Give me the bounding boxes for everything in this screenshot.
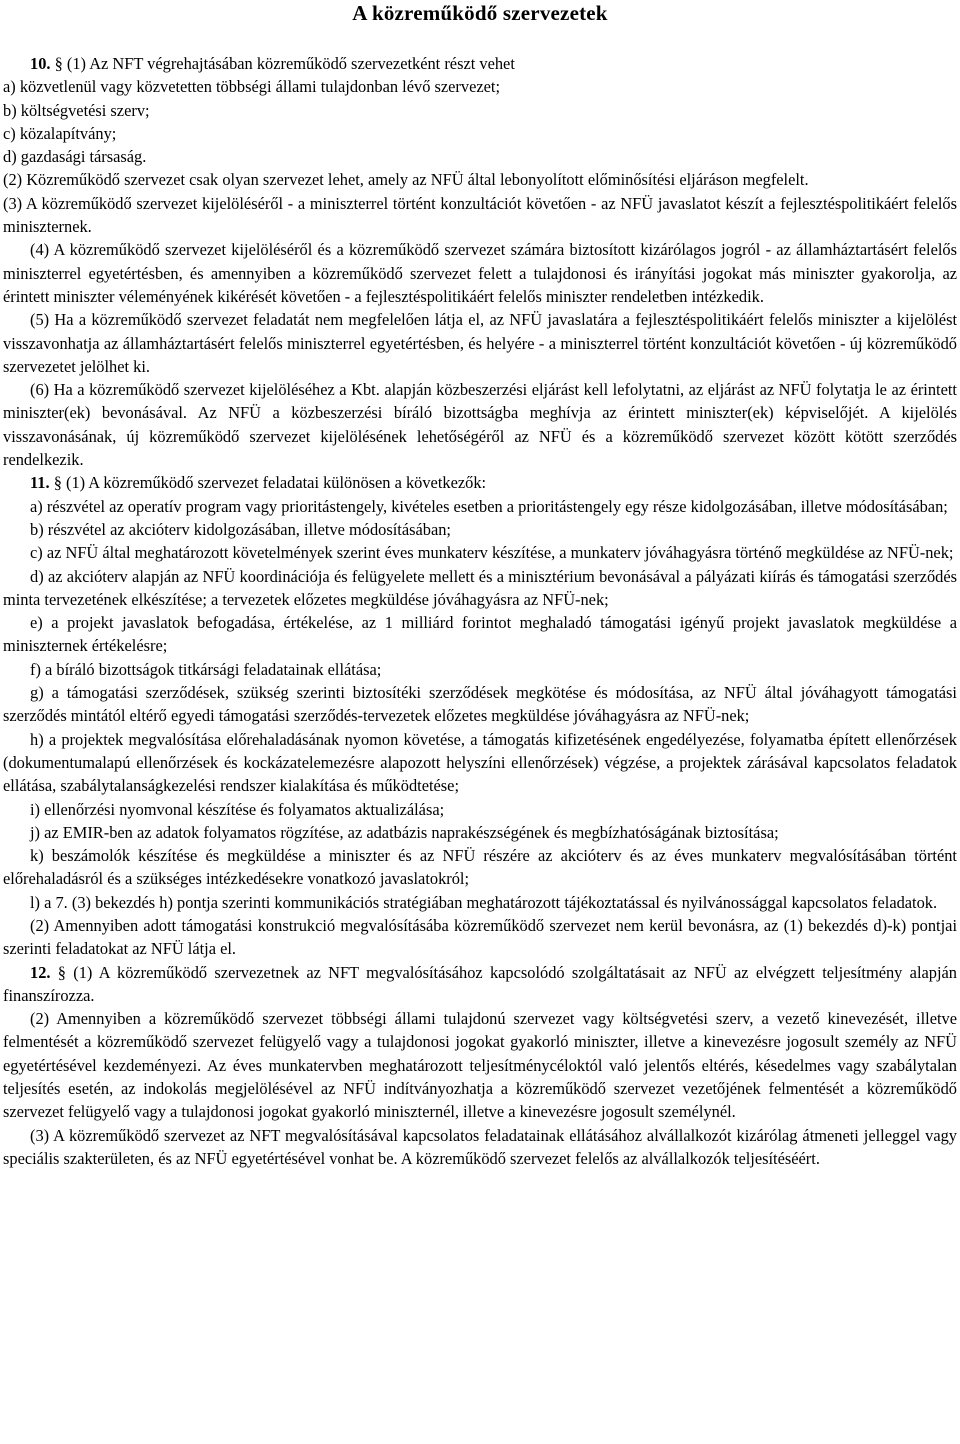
list-item: h) a projektek megvalósítása előrehaladásának nyomon követése, a támogatás kifizetésének engedélyezése, folyamatba épített ellenőrzések (dokumentumalapú ellenőrzések és kockázatelemezésre alapozott helyszíni ellenőrzések) végzése, a projektek zárásával kapcsolatos feladatok ellátása, szabálytalanságkezelési rendszer kialakítása és működtetése; <box>3 729 957 796</box>
section-10-intro <box>3 52 957 75</box>
section-12-intro <box>3 961 957 1008</box>
section-number: 12. <box>30 962 51 982</box>
paragraph: (2) Közreműködő szervezet csak olyan szervezet lehet, amely az NFÜ által lebonyolított előminősítési eljáráson megfelelt. <box>3 170 809 190</box>
document-title: A közreműködő szervezetek <box>352 1 608 25</box>
section-number: 10. <box>30 54 51 73</box>
paragraph: (3) A közreműködő szervezet kijelöléséről - a miniszterrel történt konzultációt követően - az NFÜ javaslatot készít a fejlesztéspolitikáért felelős miniszternek. <box>3 193 957 237</box>
list-item: b) költségvetési szerv; <box>3 100 150 120</box>
list-item: d) az akcióterv alapján az NFÜ koordinációja és felügyelete mellett és a minisztérium bevonásával a pályázati kiírás és támogatási szerződés minta tervezetének elkészítése; a tervezetek előzetes megküldése jóváhagyásra az NFÜ-nek; <box>3 566 957 609</box>
paragraph: (5) Ha a közreműködő szervezet feladatát nem megfelelően látja el, az NFÜ javaslatára a fejlesztéspolitikáért felelős miniszter a kijelölést visszavonhatja az államháztartásért felelős miniszterrel egyetértésben, és helyére - a miniszterrel történt konzultációt követően - új közreműködő szervezetet jelölhet ki. <box>3 310 957 376</box>
list-item: g) a támogatási szerződések, szükség szerinti biztosítéki szerződések megkötése és módosítása, az NFÜ által jóváhagyott támogatási szerződés mintától eltérő egyedi támogatási szerződés-tervezetek előzetes megküldése jóváhagyásra az NFÜ-nek; <box>3 683 957 726</box>
list-item: e) a projekt javaslatok befogadása, értékelése, az 1 milliárd forintot meghaladó támogatási igényű projekt javaslatok megküldése a miniszternek értékelésre; <box>3 613 957 656</box>
list-item: j) az EMIR-ben az adatok folyamatos rögzítése, az adatbázis naprakészségének és megbízhatóságának biztosítása; <box>30 822 779 842</box>
list-item: d) gazdasági társaság. <box>3 147 147 167</box>
list-item: l) a 7. (3) bekezdés h) pontja szerinti kommunikációs stratégiában meghatározott tájékoztatással és nyilvánossággal kapcsolatos feladatok. <box>30 892 938 912</box>
section-number: 11. <box>30 473 50 493</box>
paragraph: (2) Amennyiben a közreműködő szervezet többségi állami tulajdonú szervezet vagy költségvetési szerv, a vezető kinevezését, illetve felmentését a közreműködő szervezet felügyelő vagy a tulajdonosi jogokat gyakorló miniszter, illetve a kinevezésre jogosult személy az NFÜ egyetértésével kezdeményezi. Az éves munkatervben meghatározott teljesítménycéloktól való jelentős eltérés, késedelmes vagy szabálytalan teljesítés esetén, az indokolás megjelölésével az NFÜ indítványozhatja a közreműködő szervezet vezetőjének felmentését a közreműködő szervezet felügyelő vagy a tulajdonosi jogokat gyakorló miniszternél, illetve a kinevezésre jogosult személynél. <box>3 1009 957 1122</box>
paragraph: (4) A közreműködő szervezet kijelöléséről és a közreműködő szervezet számára biztosított kizárólagos jogról - az államháztartásért felelős miniszterrel egyetértésben, és amennyiben a közreműködő szervezet felett a tulajdonosi és irányítási jogokat más miniszter gyakorolja, az érintett miniszter véleményének kikérését követően - a fejlesztéspolitikáért felelős miniszter rendeletben intézkedik. <box>3 240 957 306</box>
paragraph: (3) A közreműködő szervezet az NFT megvalósításával kapcsolatos feladatainak ellátásához alvállalkozót kizárólag átmeneti jelleggel vagy speciális szakterületen, és az NFÜ egyetértésével vonhat be. A közreműködő szervezet felelős az alvállalkozók teljesítéséért. <box>3 1125 957 1168</box>
list-item: c) az NFÜ által meghatározott követelmények szerint éves munkaterv készítése, a munkaterv jóváhagyásra történő megküldése az NFÜ-nek; <box>30 543 954 563</box>
paragraph: (2) Amennyiben adott támogatási konstrukció megvalósításába közreműködő szervezet nem kerül bevonásra, az (1) bekezdés d)-k) pontjai szerinti feladatokat az NFÜ látja el. <box>3 915 957 959</box>
list-item: a) részvétel az operatív program vagy prioritástengely, kivételes esetben a prioritástengely egy része kidolgozásában, illetve módosításában; <box>30 496 948 516</box>
list-item: k) beszámolók készítése és megküldése a miniszter és az NFÜ részére az akcióterv és az éves munkaterv megvalósításában történt előrehaladásról és a szükséges intézkedésekre vonatkozó javaslatokról; <box>3 846 957 889</box>
list-item: f) a bíráló bizottságok titkársági feladatainak ellátása; <box>30 659 382 679</box>
paragraph: (6) Ha a közreműködő szervezet kijelöléséhez a Kbt. alapján közbeszerzési eljárást kell lefolytatni, az eljárást az NFÜ folytatja le az érintett miniszter(ek) bevonásával. Az NFÜ a közbeszerzési bíráló bizottságba meghívja az érintett miniszter(ek) képviselőjét. A kijelölés visszavonásának, új közreműködő szervezet kijelölésének lehetőségéről az NFÜ és a közreműködő szervezet között kötött szerződés rendelkezik. <box>3 380 957 470</box>
section-intro-text: § (1) A közreműködő szervezet feladatai különösen a következők: <box>49 473 487 493</box>
list-item: i) ellenőrzési nyomvonal készítése és folyamatos aktualizálása; <box>30 799 445 819</box>
list-item: b) részvétel az akcióterv kidolgozásában, illetve módosításában; <box>30 519 451 539</box>
section-intro-text: § (1) A közreműködő szervezetnek az NFT megvalósításához kapcsolódó szolgáltatásait az NFÜ az elvégzett teljesítmény alapján finanszírozza. <box>3 962 957 1005</box>
section-intro-text: § (1) Az NFT végrehajtásában közreműködő szervezetként részt vehet <box>50 54 515 73</box>
list-item: a) közvetlenül vagy közvetetten többségi állami tulajdonban lévő szervezet; <box>3 77 501 97</box>
document-page <box>3 0 957 1170</box>
section-11-intro <box>3 471 957 494</box>
list-item: c) közalapítvány; <box>3 123 117 143</box>
